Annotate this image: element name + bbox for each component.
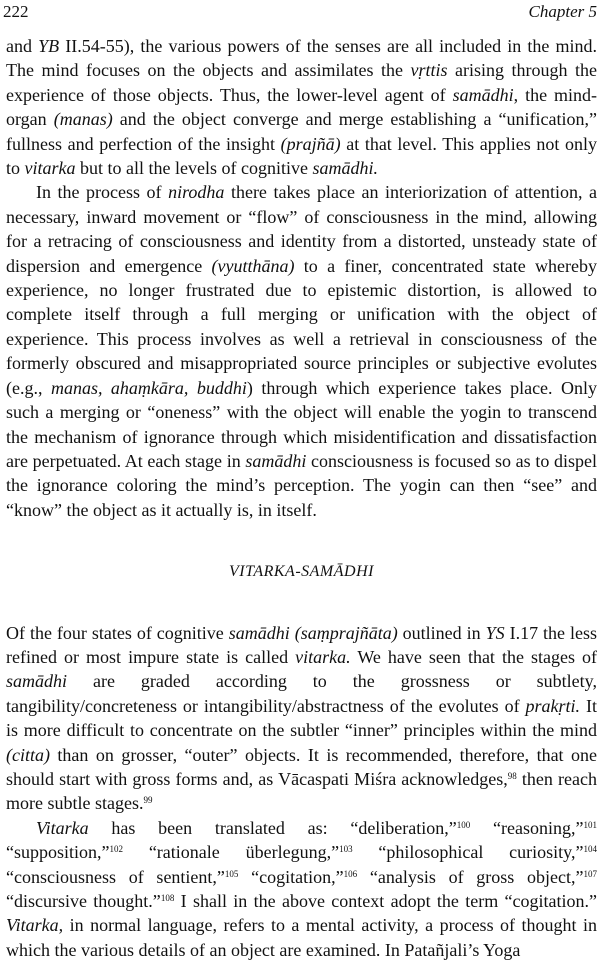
page-number: 222 [3, 2, 29, 21]
paragraph: Vitarka has been translated as: “deliberation,”$^{100}$ “reasoning,”$^{101}$ “supposition,”$^{102}$ “rationale überlegung,”$^{103}$ “philosophical curiosity,”$^{104}$ “consciousness of sentient,”$^{105}$ “cogitation,”$^{106}$ “analysis of gross object,”$^{107}$ “discursive thought.”$^{108}$ I shall in the above context adopt the term “cogitation.” Vitarka, in normal language, refers to a mental activity, a process of thought in which the various details of an object are examined. In Patañjali’s Yoga [6, 817, 598, 960]
body-text [6, 34, 597, 962]
chapter-label: Chapter 5 [528, 2, 597, 21]
running-header [3, 0, 597, 24]
paragraph: Of the four states of cognitive samādhi (saṃprajñāta) outlined in YS I.17 the less refined or most impure state is called vitarka. We have seen that the stages of samādhi are graded according to the grossness or subtlety, tangibility/concreteness or intangibility/abstractness of the evolutes of prakṛti. It is more difficult to concentrate on the subtler “inner” principles within the mind (citta) than on grosser, “outer” objects. It is recommended, therefore, that one should start with gross forms and, as Vācaspati Miśra acknowledges,$^{98}$ then reach more subtle stages.$^{99}$ [6, 622, 598, 814]
section-heading: VITARKA-SAMĀDHI [229, 563, 374, 581]
paragraph: and YB II.54-55), the various powers of the senses are all included in the mind. The mind focuses on the objects and assimilates the vṛttis arising through the experience of those objects. Thus, the lower-level agent of samādhi, the mind-organ (manas) and the object converge and merge establishing a “unification,” fullness and perfection of the insight (prajñā) at that level. This applies not only to vitarka but to all the levels of cognitive samādhi. [6, 36, 598, 179]
paragraph: In the process of nirodha there takes place an interiorization of attention, a necessary, inward movement or “flow” of consciousness in the mind, allowing for a retracing of consciousness and identity from a distorted, unsteady state of dispersion and emergence (vyutthāna) to a finer, concentrated state whereby experience, no longer frustrated due to epistemic distortion, is allowed to complete itself through a full merging or unification with the object of experience. This process involves as well a retrieval in consciousness of the formerly obscured and misappropriated source principles or subjective evolutes (e.g., manas, ahaṃkāra, buddhi) through which experience takes place. Only such a merging or “oneness” with the object will enable the yogin to transcend the mechanism of ignorance through which misidentification and dissatisfaction are perpetuated. At each stage in samādhi consciousness is focused so as to dispel the ignorance coloring the mind’s perception. The yogin can then “see” and “know” the object as it actually is, in itself. [6, 182, 598, 520]
